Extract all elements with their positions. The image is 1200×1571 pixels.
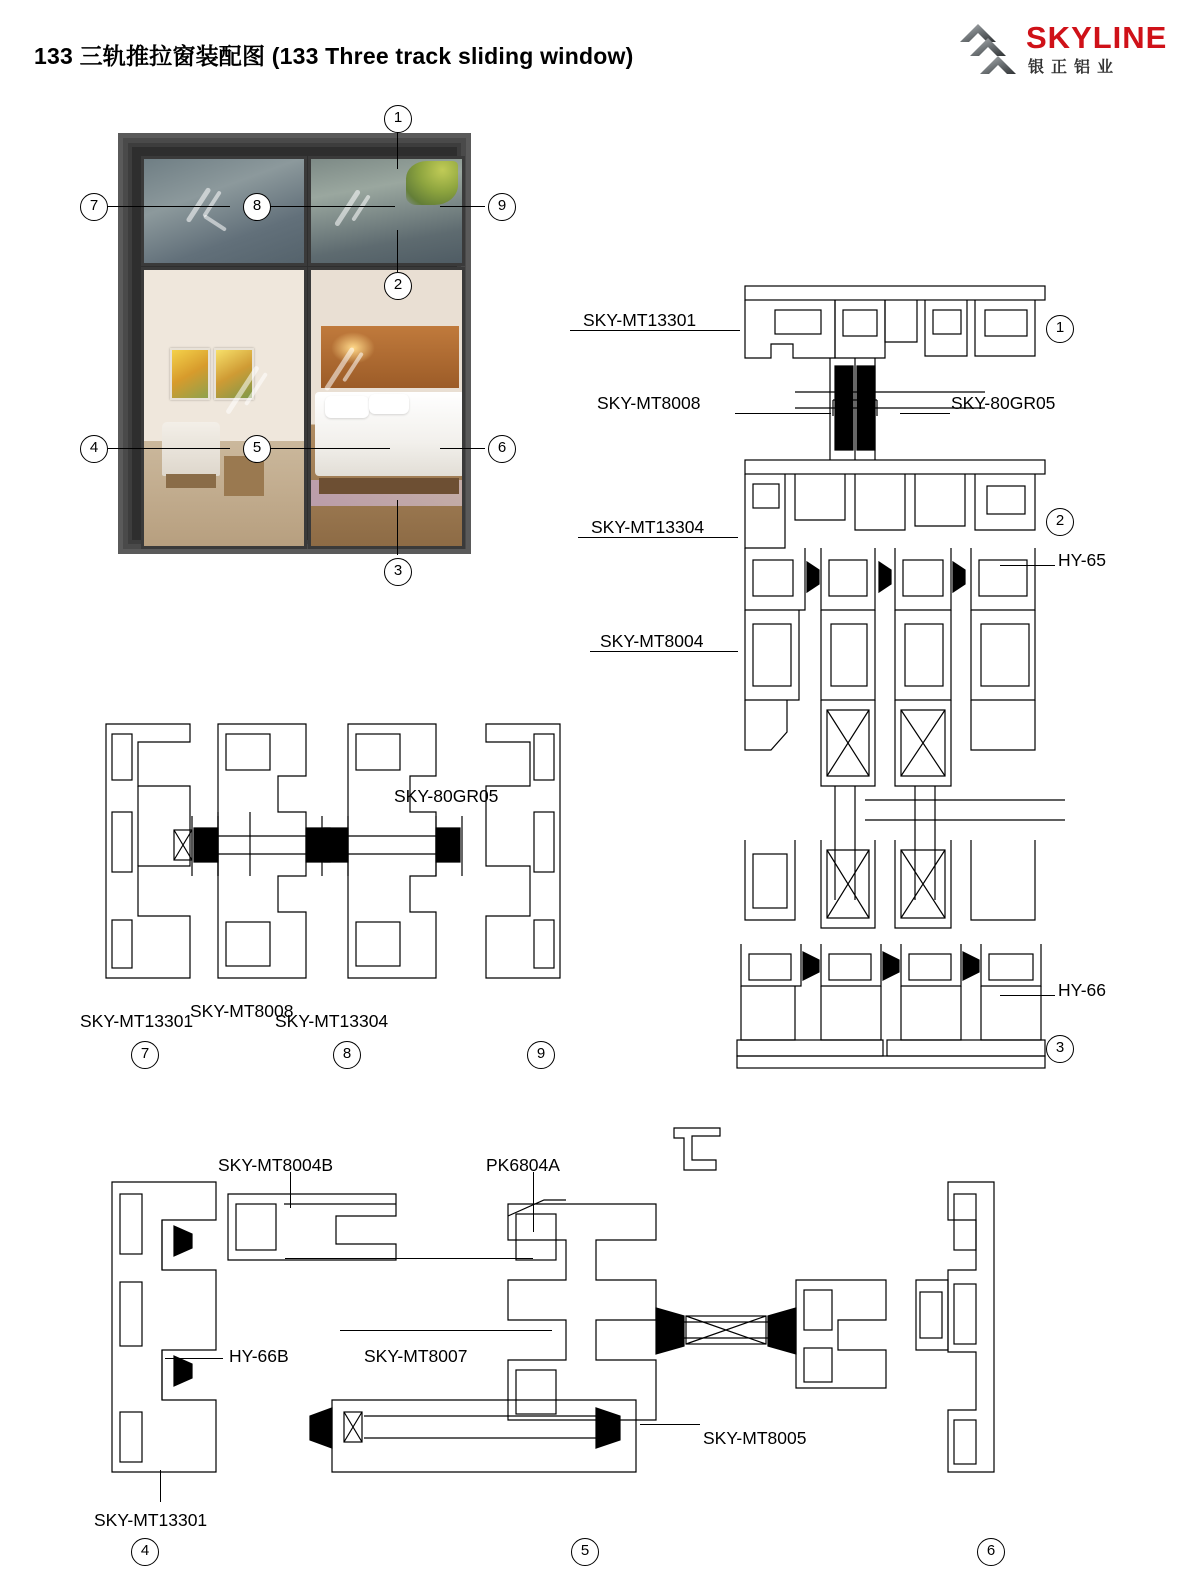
section-marker-5: 5 xyxy=(571,1538,599,1566)
part-label-sky-mt13301-bottom: SKY-MT13301 xyxy=(94,1510,208,1530)
callout-marker-7: 7 xyxy=(80,193,108,221)
part-label-sky-mt8004b: SKY-MT8004B xyxy=(218,1155,334,1175)
part-label-hy-65: HY-65 xyxy=(1058,550,1106,570)
leader-line xyxy=(108,448,230,449)
part-label-sky-mt8004: SKY-MT8004 xyxy=(600,631,704,651)
callout-marker-5: 5 xyxy=(243,435,271,463)
leader-line xyxy=(397,131,398,169)
leader-line xyxy=(285,1258,533,1259)
leader-line xyxy=(440,448,485,449)
part-label-sky-mt8008: SKY-MT8008 xyxy=(597,393,701,413)
callout-marker-1: 1 xyxy=(384,105,412,133)
part-label-pk6804a: PK6804A xyxy=(486,1155,560,1175)
part-label-sky-mt8008-left: SKY-MT8008 xyxy=(190,1001,294,1021)
part-label-sky-80gr05-left: SKY-80GR05 xyxy=(394,786,499,806)
pane-top-right xyxy=(308,156,465,266)
section-marker-1: 1 xyxy=(1046,315,1074,343)
leader-line xyxy=(735,413,831,414)
page-title: 133 三轨推拉窗装配图 (133 Three track sliding window) xyxy=(34,43,634,69)
part-label-sky-mt8005: SKY-MT8005 xyxy=(703,1428,807,1448)
leader-line xyxy=(107,206,230,207)
part-label-sky-mt13301-top: SKY-MT13301 xyxy=(583,310,697,330)
logo-mark-icon xyxy=(958,22,1020,76)
callout-marker-9: 9 xyxy=(488,193,516,221)
callout-marker-2: 2 xyxy=(384,272,412,300)
part-label-sky-80gr05-right: SKY-80GR05 xyxy=(951,393,1056,413)
logo-chinese-name: 银正铝业 xyxy=(1028,59,1121,76)
window-frame xyxy=(128,143,461,544)
leader-line xyxy=(440,206,485,207)
part-label-hy-66b: HY-66B xyxy=(229,1346,289,1366)
section-marker-9: 9 xyxy=(527,1041,555,1069)
leader-line xyxy=(290,1172,291,1208)
part-label-sky-mt13304-left: SKY-MT13304 xyxy=(275,1011,389,1031)
callout-marker-4: 4 xyxy=(80,435,108,463)
section-marker-8: 8 xyxy=(333,1041,361,1069)
window-photo xyxy=(118,133,471,554)
pane-bottom-left xyxy=(141,267,307,549)
leader-line xyxy=(270,448,390,449)
part-label-sky-mt13301-left: SKY-MT13301 xyxy=(80,1011,194,1031)
leader-line xyxy=(640,1424,700,1425)
part-label-sky-mt13304: SKY-MT13304 xyxy=(591,517,705,537)
leader-line xyxy=(397,230,398,272)
pane-bottom-right xyxy=(308,267,465,549)
logo-wordmark: SKYLINE xyxy=(1026,20,1168,55)
callout-marker-8: 8 xyxy=(243,193,271,221)
leader-line xyxy=(160,1470,161,1502)
leader-line xyxy=(1000,995,1055,996)
leader-line xyxy=(340,1330,552,1331)
section-marker-6: 6 xyxy=(977,1538,1005,1566)
leader-line xyxy=(397,500,398,555)
leader-line xyxy=(1000,565,1055,566)
section-marker-2: 2 xyxy=(1046,508,1074,536)
pane-top-left xyxy=(141,156,307,266)
callout-marker-6: 6 xyxy=(488,435,516,463)
section-marker-4: 4 xyxy=(131,1538,159,1566)
leader-line xyxy=(165,1358,223,1359)
top-horizontal-section-drawing xyxy=(98,716,568,1016)
part-label-sky-mt8007: SKY-MT8007 xyxy=(364,1346,468,1366)
section-marker-7: 7 xyxy=(131,1041,159,1069)
leader-line xyxy=(533,1172,534,1232)
leader-line xyxy=(900,413,950,414)
leader-line xyxy=(270,206,395,207)
part-label-hy-66: HY-66 xyxy=(1058,980,1106,1000)
skyline-logo xyxy=(958,18,1178,80)
section-marker-3: 3 xyxy=(1046,1035,1074,1063)
callout-marker-3: 3 xyxy=(384,558,412,586)
